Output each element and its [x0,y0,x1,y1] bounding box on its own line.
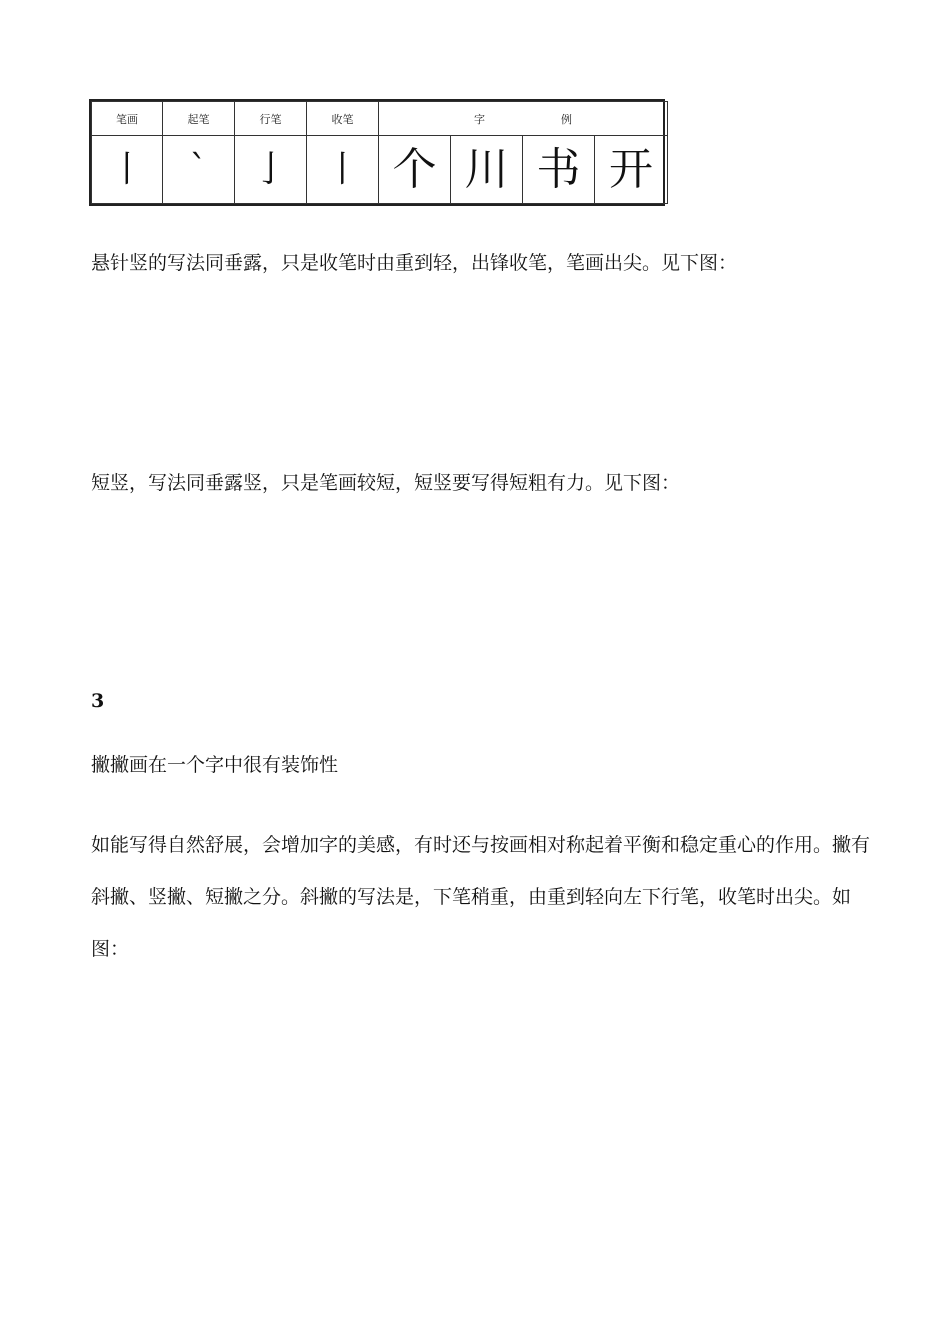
paragraph-hanging-needle: 悬针竖的写法同垂露，只是收笔时由重到轻，出锋收笔，笔画出尖。见下图： [91,252,738,274]
example-char: 开 [595,136,668,204]
header-stroke: 笔画 [92,102,163,136]
table-body-row [92,136,668,204]
example-char: 书 [523,136,595,204]
section-number: 3 [91,690,105,712]
header-examples [379,102,668,136]
paragraph-left-falling-detail: 如能写得自然舒展，会增加字的美感，有时还与按画相对称起着平衡和稳定重心的作用。撇有斜撇、竖撇、短撇之分。斜撇的写法是，下笔稍重，由重到轻向左下行笔，收笔时出尖。如图： [91,834,871,960]
paragraph-short-vertical: 短竖，写法同垂露竖，只是笔画较短，短竖要写得短粗有力。见下图： [91,472,681,494]
header-examples-example: 例 [561,112,572,126]
end-glyph: 丨 [307,136,379,204]
stroke-glyph: 丨 [92,136,163,204]
stroke-table-grid [91,101,668,204]
example-char: 个 [379,136,451,204]
header-end: 收笔 [307,102,379,136]
header-examples-char: 字 [474,112,485,126]
paragraph-left-falling-intro: 撇撇画在一个字中很有装饰性 [91,754,339,776]
header-start: 起笔 [163,102,235,136]
stroke-table [89,99,665,206]
start-glyph: ˋ [163,136,235,204]
example-char: 川 [451,136,523,204]
table-header-row [92,102,668,136]
middle-glyph: 亅 [235,136,307,204]
header-middle: 行笔 [235,102,307,136]
